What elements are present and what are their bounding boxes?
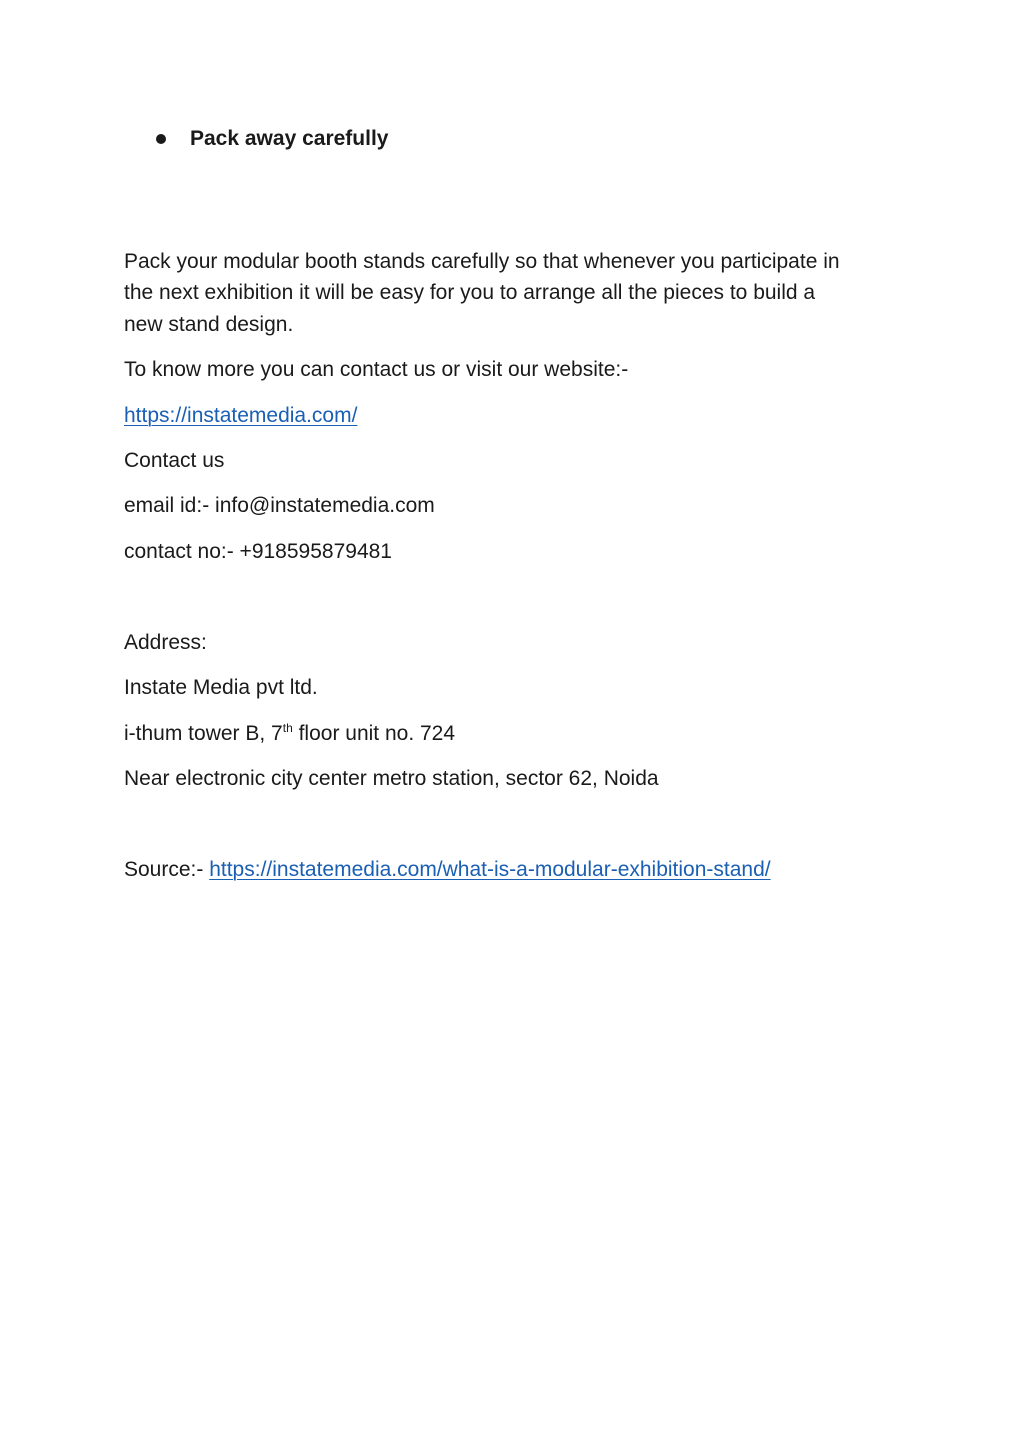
website-link[interactable]: https://instatemedia.com/ (124, 404, 358, 427)
company-name: Instate Media pvt ltd. (124, 676, 318, 699)
bullet-item (152, 127, 388, 151)
email-line: email id:- info@instatemedia.com (124, 494, 435, 517)
address-line-1-prefix: i-thum tower B, 7 (124, 722, 283, 745)
phone-line: contact no:- +918595879481 (124, 540, 392, 563)
section-heading: Pack away carefully (190, 127, 389, 150)
bullet-icon (156, 134, 166, 144)
address-line-1 (124, 722, 455, 746)
source-link[interactable]: https://instatemedia.com/what-is-a-modular-exhibition-stand/ (209, 858, 771, 881)
website-line (124, 404, 357, 428)
contact-intro: To know more you can contact us or visit our website:- (124, 358, 629, 381)
source-line (124, 858, 771, 882)
address-label: Address: (124, 631, 207, 654)
ordinal-suffix: th (282, 721, 293, 735)
source-label: Source:- (124, 858, 210, 881)
paragraph-line-1: Pack your modular booth stands carefully so that whenever you participate in (124, 250, 840, 273)
paragraph-line-2: the next exhibition it will be easy for you to arrange all the pieces to build a (124, 281, 816, 304)
address-line-2: Near electronic city center metro station, sector 62, Noida (124, 767, 659, 790)
address-line-1-suffix: floor unit no. 724 (292, 722, 456, 745)
contact-heading: Contact us (124, 449, 225, 472)
paragraph-line-3: new stand design. (124, 313, 294, 336)
